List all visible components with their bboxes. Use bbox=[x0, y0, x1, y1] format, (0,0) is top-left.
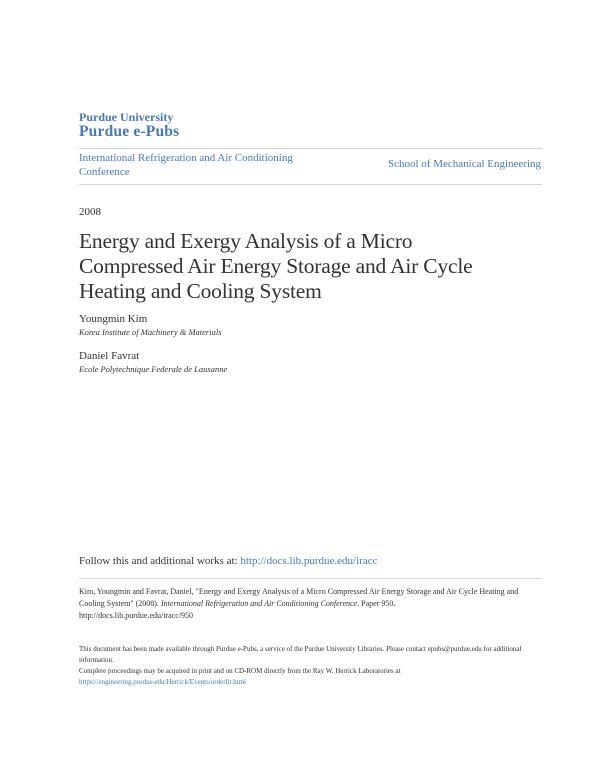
proceedings-notice bbox=[79, 666, 529, 687]
author-name: Daniel Favrat bbox=[79, 350, 140, 362]
repository-name[interactable]: Purdue e-Pubs bbox=[79, 123, 180, 140]
divider bbox=[79, 148, 542, 149]
citation-url[interactable]: http://docs.lib.purdue.edu/iracc/950 bbox=[79, 611, 193, 620]
divider bbox=[79, 578, 542, 579]
proceedings-text: Complete proceedings may be acquired in print and on CD-ROM directly from the Ray W. Herrick Laboratories at bbox=[79, 667, 401, 675]
citation-text: Kim, Youngmin and Favrat, Daniel, "Energy and Exergy Analysis of a Micro Compressed Air Energy Storage and Air Cycle Heating and Cooling System" (2008). bbox=[79, 587, 519, 608]
citation-paper-number: . Paper 950. bbox=[357, 599, 396, 608]
conference-link[interactable]: International Refrigeration and Air Conditioning Conference bbox=[79, 152, 293, 178]
divider bbox=[79, 184, 542, 185]
follow-line bbox=[79, 555, 377, 567]
citation bbox=[79, 586, 529, 622]
author-name: Youngmin Kim bbox=[79, 313, 148, 325]
university-name: Purdue University bbox=[79, 110, 174, 124]
author-affiliation: Korea Institute of Machinery & Materials bbox=[79, 327, 222, 337]
proceedings-link[interactable]: https://engineering.purdue.edu/Herrick/Events/orderlit.html bbox=[79, 677, 246, 686]
school-link[interactable]: School of Mechanical Engineering bbox=[388, 158, 542, 170]
availability-notice: This document has been made available through Purdue e-Pubs, a service of the Purdue University Libraries. Please contact epubs@purdue.edu for additional information. bbox=[79, 645, 522, 664]
follow-text: Follow this and additional works at: bbox=[79, 555, 241, 567]
publication-year: 2008 bbox=[79, 206, 101, 218]
author-affiliation: Ecole Polytechnique Federale de Lausanne bbox=[79, 364, 228, 374]
follow-link[interactable]: http://docs.lib.purdue.edu/iracc bbox=[240, 555, 378, 567]
paper-title: Energy and Exergy Analysis of a Micro Compressed Air Energy Storage and Air Cycle Heating and Cooling System bbox=[79, 229, 473, 303]
citation-journal: International Refrigeration and Air Conditioning Conference bbox=[160, 599, 358, 608]
